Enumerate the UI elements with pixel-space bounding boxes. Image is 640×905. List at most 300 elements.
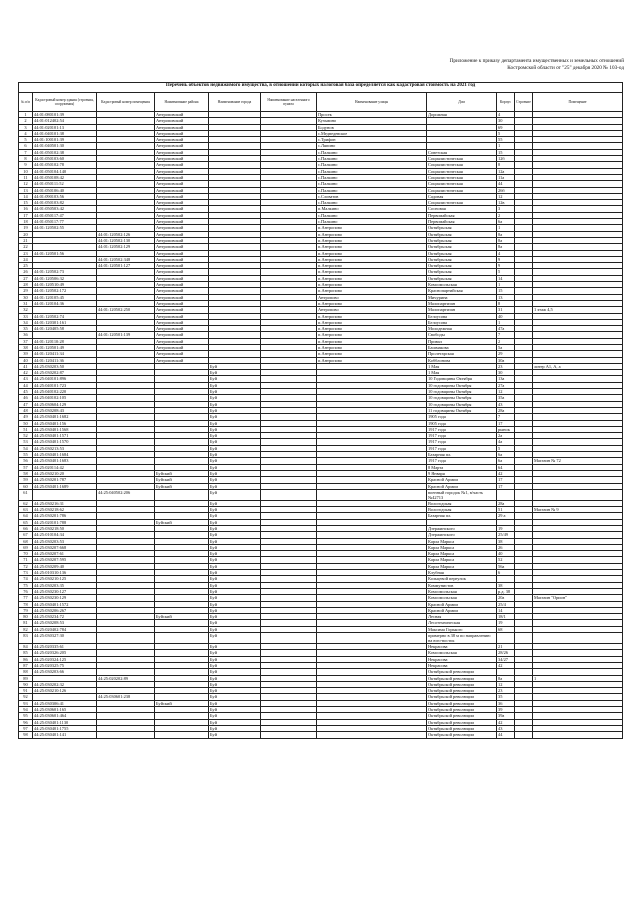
table-cell: 44:01:120502:55 [33,225,97,231]
table-cell: 39 [19,351,33,357]
table-cell: Антроповский [155,275,209,281]
table-cell: с.Словатов [317,193,427,199]
table-cell: Антроповский [155,143,209,149]
table-cell: 35 [19,326,33,332]
table-cell: 29 [19,288,33,294]
table-cell: примерно в 38 м по направлению на юго-восток [427,633,497,644]
table-cell: 1917 года [427,458,497,464]
table-cell: 44:25:030213:53 [33,445,97,451]
table-cell: Некрасова [427,662,497,668]
table-cell: литер А1, А, а [533,363,623,369]
table-cell: Буй [209,420,261,426]
table-cell: 94 [19,707,33,713]
table-cell: Буй [209,551,261,557]
table-cell: 97 [19,725,33,731]
table-cell: Вологодская [427,507,497,513]
table-cell: Вологодская [427,500,497,506]
table-cell: 43 [497,401,515,407]
table-cell: 63 [19,507,33,513]
table-cell: Антроповский [155,244,209,250]
table-cell [497,633,515,644]
table-cell: Антроповский [155,294,209,300]
table-cell: п.Антропово [317,275,427,281]
table-cell: 1 [497,282,515,288]
table-cell: Буй [209,563,261,569]
table-cell: 42 [497,470,515,476]
table-row [19,489,623,500]
table-cell: 44:25:030401:1572 [33,601,97,607]
table-cell: 31 [19,300,33,306]
table-cell: 44:25:030208:53 [33,620,97,626]
table-cell: Просек [317,112,427,118]
table-cell: 44:01:050117:77 [33,219,97,225]
table-cell: 23 [19,250,33,256]
table-cell: Буй [209,576,261,582]
table-cell: Октябрьская [427,269,497,275]
table-cell: Карла Маркса [427,551,497,557]
table-cell: 44:01:080101:39 [33,112,97,118]
table-cell: 30 [497,370,515,376]
table-cell: 22 [19,244,33,250]
table-cell: 26б [497,187,515,193]
table-cell: 44:25:030230:129 [33,595,97,601]
column-header: Кадастровый номер помещения [97,93,155,112]
table-cell: Базарная пл. [427,513,497,519]
table-cell: 44:01:120506:32 [33,275,97,281]
table-cell [33,489,97,500]
table-cell: с.Палкино [317,168,427,174]
table-cell: 44:01:050103:82 [33,200,97,206]
table-cell: 19 [19,225,33,231]
table-cell: 12 [497,681,515,687]
table-cell: 52 [19,433,33,439]
table-cell: 44:01:120510:49 [33,282,97,288]
table-cell: Буйский [155,477,209,483]
table-cell: 29 [497,351,515,357]
table-cell: 44:25:020202:89 [97,675,155,681]
table-cell: 44:01:050102:38 [33,149,97,155]
table-cell: 44:25:020101:788 [33,519,97,525]
table-cell: 17 [497,477,515,483]
table-cell: 49 [19,414,33,420]
column-header: Наименование района [155,93,209,112]
table-cell: 44:01:050111:52 [33,181,97,187]
table-cell: Буй [209,675,261,681]
table-title-row [19,83,623,93]
table-cell: Буй [209,588,261,594]
table-cell: 42 [497,719,515,725]
table-cell: 17 [497,420,515,426]
table-cell: Октябрьской революции [427,669,497,675]
table-cell: 13 [497,294,515,300]
table-cell: 53 [19,439,33,445]
table-cell: 44:25:030206:267 [33,607,97,613]
table-cell: с.Палкино [317,156,427,162]
table-cell: 41 [19,363,33,369]
table-cell: 67 [19,532,33,538]
table-cell: Антроповский [155,187,209,193]
table-cell: 44:01:100101:39 [33,137,97,143]
table-cell: 88 [19,669,33,675]
table-cell: п.Антропово [317,300,427,306]
table-cell: Дзержинского [427,526,497,532]
table-cell: 44:01:050103:60 [33,156,97,162]
table-cell: 7 [497,414,515,420]
table-cell: Антропово [317,307,427,313]
table-cell: 1905 года [427,420,497,426]
table-cell: Буй [209,694,261,700]
table-cell: 79 [19,607,33,613]
table-cell: Октябрьской революции [427,688,497,694]
table-cell: 47 [19,401,33,407]
table-cell: 44:25:030601:238 [97,694,155,700]
table-cell: Октябрьская [427,244,497,250]
table-cell: п.Антропово [317,288,427,294]
table-cell: 1917 года [427,433,497,439]
table-cell: 44:01:050108:42 [33,174,97,180]
table-cell: 5 [497,130,515,136]
table-cell: 89 [19,675,33,681]
order-appendix-header [340,58,624,71]
table-cell: Социалистическая [427,181,497,187]
table-cell: 5 [19,137,33,143]
table-cell: 3 [497,206,515,212]
table-cell: 44:25:040101:896 [33,376,97,382]
table-cell: 32 [19,307,33,313]
table-cell: 6а [497,452,515,458]
table-cell: Буй [209,582,261,588]
table-cell: 61 [19,489,33,500]
table-cell: Карла Маркса [427,557,497,563]
table-cell: 25/49 [497,532,515,538]
table-cell: Октябрьской революции [427,700,497,706]
table-cell: Буй [209,382,261,388]
table-cell: Октябрьской революции [427,681,497,687]
table-cell: Буй [209,725,261,731]
table-cell: 44:01:040501:30 [33,143,97,149]
table-cell: 44:01:120502:126 [97,231,155,237]
table-cell: 44:25:030401:1689 [33,483,97,489]
table-cell: Малопартизан [427,307,497,313]
table-cell: Буй [209,483,261,489]
table-cell: 6 [497,570,515,576]
table-cell [155,633,209,644]
table-cell: Антроповский [155,313,209,319]
table-cell: 17 [19,212,33,218]
table-cell: 10 годовщины Октября [427,401,497,407]
table-cell: Буй [209,532,261,538]
table-cell: Привал [427,338,497,344]
table-cell: Лесотехническая [427,620,497,626]
table-cell: 5 [497,269,515,275]
table-cell [497,489,515,500]
table-cell: 15 [497,288,515,294]
table-cell: 8а [497,237,515,243]
table-cell: п.Антропово [317,256,427,262]
table-cell: 44:01:120301:161 [33,319,97,325]
table-cell: с.Палкино [317,187,427,193]
table-cell: 8 [497,162,515,168]
table-cell: 44:25:030207:668 [33,544,97,550]
column-header: Наименование города [209,93,261,112]
table-cell: 44 [497,732,515,738]
table-cell: п.Антропово [317,282,427,288]
table-cell [261,633,317,644]
table-cell: 10 годовщины Октября [427,389,497,395]
table-cell: 66 [19,526,33,532]
table-cell: 11 годовщины Октября [427,407,497,413]
table-cell: 1 Мая [427,370,497,376]
table-cell: Антроповский [155,357,209,363]
table-cell: 48 [19,407,33,413]
column-header: Корпус [497,93,515,112]
table-cell: 44:25:030203:53 [33,538,97,544]
table-cell: Буй [209,370,261,376]
table-cell: 12 [19,181,33,187]
table-cell: Карла Маркса [427,563,497,569]
table-cell: 42 [497,662,515,668]
table-cell: 44:01:050503:42 [33,206,97,212]
table-cell: Красной Армии [427,483,497,489]
table-cell [533,633,623,644]
table-cell: п.Антропово [317,344,427,350]
table-cell: 1 [497,319,515,325]
table-cell: Антроповский [155,137,209,143]
table-cell: 21 [497,644,515,650]
table-cell: 74 [19,576,33,582]
table-cell: Кузьмино [317,118,427,124]
table-cell: 37 [19,338,33,344]
table-cell: Антроповский [155,250,209,256]
table-cell: Свободы [427,332,497,338]
table-cell: Лесная [427,614,497,620]
table-cell: 8а [497,244,515,250]
table-cell: п.Антропово [317,237,427,243]
table-cell: Магазин № 72 [533,458,623,464]
table-cell: Антроповский [155,200,209,206]
table-cell: 28/26 [497,650,515,656]
table-cell: 44:01:120105:45 [33,294,97,300]
table-cell: Октябрьская [427,263,497,269]
table-cell: 1905 года [427,414,497,420]
table-cell: 38 [497,538,515,544]
table-cell: 47а [497,326,515,332]
table-cell: 8 [19,156,33,162]
table-cell: Буй [209,644,261,650]
table-cell: 44:25:030401:1684 [33,452,97,458]
table-cell: 1917 года [427,445,497,451]
table-cell: 44:01:120110:28 [33,338,97,344]
table-cell: 9 Января [427,470,497,476]
table-cell: 25 [19,263,33,269]
table-cell: с.Палкино [317,162,427,168]
table-cell: 44:01:120502:130 [97,237,155,243]
table-cell: Буй [209,439,261,445]
table-cell: Антроповский [155,212,209,218]
column-header: Наименование улицы [317,93,427,112]
table-cell [515,732,533,738]
table-cell: 44:01:050117:47 [33,212,97,218]
table-cell: п.Антропово [317,326,427,332]
table-cell: Карла Маркса [427,544,497,550]
table-cell: Буй [209,601,261,607]
table-cell: 93 [19,700,33,706]
table-title: Перечень объектов недвижимого имущества, в отношении которых налоговая база определяется как кадастровая стоимость на 2021 год [19,83,623,93]
table-cell: с.Палкино [317,149,427,155]
table-cell: Антропово [317,294,427,300]
table-cell: Некрасова [427,656,497,662]
table-cell: 4 [19,130,33,136]
table-cell: 51 [497,507,515,513]
table-cell: 44:25:030327:30 [33,633,97,644]
table-cell: Буй [209,688,261,694]
table-cell: 26 [497,544,515,550]
table-cell: 44:25:040101:723 [33,382,97,388]
table-cell: 30а [497,357,515,363]
table-cell: 1 [19,112,33,118]
table-cell: Буй [209,464,261,470]
table-cell: п.Антропово [317,269,427,275]
table-cell: 76 [19,588,33,594]
table-cell: 10 годовщины Октября [427,395,497,401]
table-cell: 6 [19,143,33,149]
table-cell: 92 [19,694,33,700]
table-cell: Буй [209,626,261,632]
table-cell [97,732,155,738]
table-cell: 44:25:030230:127 [33,588,97,594]
table-cell: Кобблонова [427,357,497,363]
table-cell: 44:01:120502:348 [97,256,155,262]
table-row [19,633,623,644]
table-cell: рынок [497,426,515,432]
table-cell: Антроповский [155,118,209,124]
table-cell: Комсомольская [427,595,497,601]
table-cell: военный городок №1, в/часть №42713 [427,489,497,500]
table-cell: 44:25:020402:784 [33,626,97,632]
table-cell: 1917 года [427,439,497,445]
table-cell: 8а [497,675,515,681]
table-cell: 44:01:120411:34 [33,351,97,357]
table-cell [515,633,533,644]
table-cell [317,732,427,738]
table-cell: 85 [19,650,33,656]
table-cell: 50 [19,420,33,426]
table-cell: Социалистическая [427,162,497,168]
table-cell: 44:25:030401:1755 [33,725,97,731]
table-cell: 10 годовщины Октября [427,382,497,388]
table-cell [533,732,623,738]
table-cell: Антроповский [155,174,209,180]
table-cell: Первомайская [427,212,497,218]
table-cell: 44:25:020326:205 [33,650,97,656]
table-cell: 81 [19,620,33,626]
table-cell: 19 [497,526,515,532]
table-cell: 1 [533,675,623,681]
table-cell: Буй [209,414,261,420]
table-cell: 69 [19,544,33,550]
table-cell: 80 [19,614,33,620]
table-cell: Буй [209,470,261,476]
table-cell: 20 [19,231,33,237]
table-cell: 26 [19,269,33,275]
table-cell: 44:25:030202:32 [33,681,97,687]
table-cell: Антроповский [155,206,209,212]
table-cell: 4а [497,439,515,445]
table-cell: 19 [497,620,515,626]
table-cell: 28а [497,407,515,413]
table-cell: Буй [209,538,261,544]
table-cell: 17 [497,483,515,489]
table-cell: 44 [497,181,515,187]
table-cell: 1 [497,225,515,231]
table-cell: 29 а [497,513,515,519]
table-cell: 44:25:030209:40 [33,563,97,569]
table-cell: Буй [209,595,261,601]
table-cell: 14 [497,275,515,281]
table-cell: 12в [497,200,515,206]
table-header-row [19,93,623,112]
table-cell: Социалистическая [427,174,497,180]
table-cell: 44:25:030202:87 [33,370,97,376]
table-cell: 44:25:030401:1683 [33,458,97,464]
table-cell [261,732,317,738]
table-cell: Буй [209,513,261,519]
table-cell: п.Антропово [317,313,427,319]
table-cell: 44:25:040102:220 [33,389,97,395]
table-cell: с.Трифон [317,137,427,143]
table-cell: 43 [19,376,33,382]
table-cell: Антроповский [155,231,209,237]
table-cell: 44:01:050104:140 [33,168,97,174]
table-cell: 44:25:030203:35 [33,582,97,588]
table-cell: 54 [19,445,33,451]
table-cell: п.Антропово [317,357,427,363]
table-cell: Буйский [155,614,209,620]
table-cell: 44:25:030601:464 [33,713,97,719]
table-cell [155,732,209,738]
table-cell: Буй [209,445,261,451]
table-cell: п.Антропово [317,231,427,237]
table-cell: 44:25:040102:105 [33,395,97,401]
table-cell [317,633,427,644]
table-cell: 7 [497,332,515,338]
table-cell: 44:25:030201:787 [33,477,97,483]
table-cell: 42 [19,370,33,376]
table-cell: Буй [209,713,261,719]
table-cell: Мичурина [427,294,497,300]
table-row [19,732,623,738]
table-cell: 12а [497,168,515,174]
table-cell: 58 [19,470,33,476]
table-cell: Буй [209,662,261,668]
table-cell: с.Палкино [317,181,427,187]
appendix-line-2: Костромской области от "25" декабря 2020 № 103-од [507,64,624,71]
table-cell: 34/27 [497,656,515,662]
table-cell: 20а [497,595,515,601]
table-cell: 38 [19,344,33,350]
table-cell: 30 [497,118,515,124]
table-cell: 51 [19,426,33,432]
table-cell: 44:25:030401:156 [33,420,97,426]
table-cell: п.Антропово [317,332,427,338]
table-cell: Буй [209,633,261,644]
table-cell: Буй [209,681,261,687]
table-cell: 1 Мая [427,363,497,369]
table-cell: Буйский [155,519,209,525]
table-cell: 73 [19,570,33,576]
table-cell: Антроповский [155,130,209,136]
table-cell: 77 [19,595,33,601]
